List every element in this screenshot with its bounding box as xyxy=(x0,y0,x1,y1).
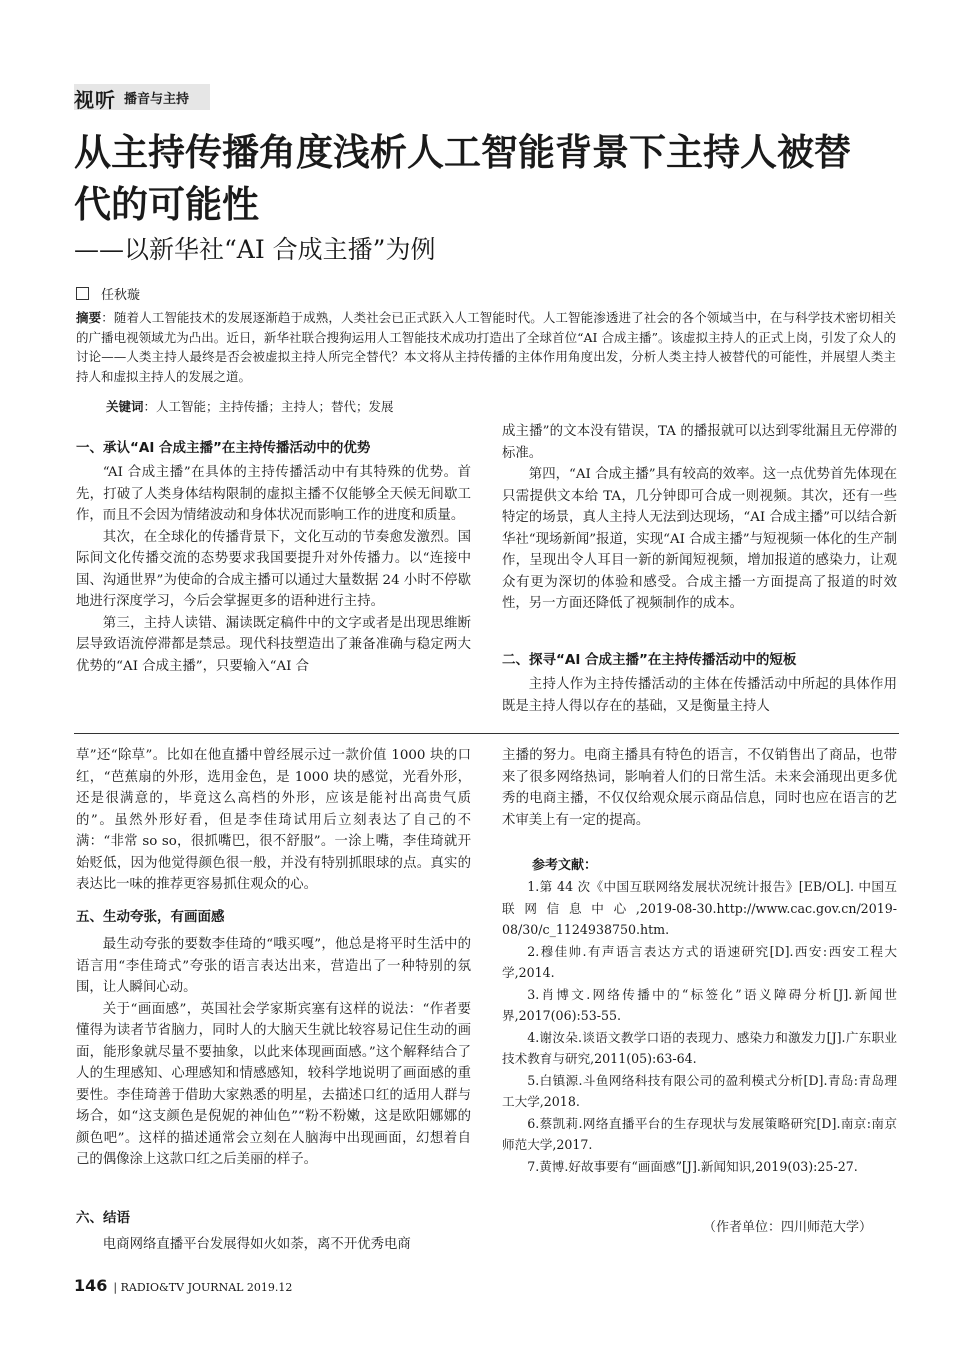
reference-item: 3.肖博文.网络传播中的“标签化”语义障碍分析[J].新闻世界,2017(06):53-55. xyxy=(502,986,897,1023)
reference-item: 7.黄博.好故事要有“画面感”[J].新闻知识,2019(03):25-27. xyxy=(527,1158,858,1174)
reference-item: 5.白镇源.斗鱼网络科技有限公司的盈利模式分析[D].青岛:青岛理工大学,2018. xyxy=(502,1072,897,1109)
author-name: 任秋璇 xyxy=(101,288,141,303)
paragraph: “AI 合成主播”在具体的主持传播活动中有其特殊的优势。首先，打破了人类身体结构限制的虚拟主播不仅能够全天候无间歇工作，而且不会因为情绪波动和身体状况而影响工作的进度和质量。 xyxy=(76,465,471,523)
header-mark: 视听 xyxy=(74,88,116,112)
lower-left-column xyxy=(76,745,471,896)
upper-left-column xyxy=(76,462,471,677)
reference-item: 6.蔡凯莉.网络直播平台的生存现状与发展策略研究[D].南京:南京师范大学,2017. xyxy=(502,1115,897,1152)
references-heading: 参考文献： xyxy=(532,858,598,873)
author-affiliation: （作者单位：四川师范大学） xyxy=(703,1220,873,1235)
paragraph: 主持人作为主持传播活动的主体在传播活动中所起的具体作用既是主持人得以存在的基础，又是衡量主持人 xyxy=(502,677,897,714)
keywords-text: ：人工智能；主持传播；主持人；替代；发展 xyxy=(143,399,394,414)
abstract-text: ：随着人工智能技术的发展逐渐趋于成熟，人类社会已正式跃入人工智能时代。人工智能渗透进了社会的各个领域当中，在与科学技术密切相关的广播电视领域尤为凸出。近日，新华社联合搜狗运用人工智能技术成功打造出了全球首位“AI 合成主播”。该虚拟主持人的正式上岗，引发了众人的讨论——人类主持人最终是否会被虚拟主持人所完全替代？本文将从主持传播的主体作用角度出发，分析人类主持人被替代的可能性，并展望人类主持人和虚拟主持人的发展之道。 xyxy=(76,310,896,384)
paragraph: 草”还“除草”。比如在他直播中曾经展示过一款价值 1000 块的口红，“芭蕉扇的外形，选用金色，是 1000 块的感觉，光看外形，还是很满意的，毕竟这么高档的外形，应该是能衬出高贵气质的”。虽然外形好看，但是李佳琦试用后立刻表达了自己的不满：“非常 so so，很抓嘴巴，很不舒服”。一涂上嘴，李佳琦就开始贬低，因为他觉得颜色很一般，并没有特别抓眼球的点。真实的表达比一味的推荐更容易抓住观众的心。 xyxy=(76,748,471,892)
reference-item: 2.穆佳帅.有声语言表达方式的语速研究[D].西安:西安工程大学,2014. xyxy=(502,943,897,980)
keywords xyxy=(106,397,394,415)
paragraph: 第四，“AI 合成主播”具有较高的效率。这一点优势首先体现在只需提供文本给 TA，几分钟即可合成一则视频。其次，还有一些特定的场景，真人主持人无法到达现场，“AI 合成主播”可以结合新华社“现场新闻”报道，实现“AI 合成主播”与短视频一体化的生产制作，呈现出令人耳目一新的新闻短视频，增加报道的感染力，让观众有更为深切的体验和感受。合成主播一方面提高了报道的时效性，另一方面还降低了视频制作的成本。 xyxy=(502,467,897,611)
heading-2: 二、探寻“AI 合成主播”在主持传播活动中的短板 xyxy=(502,652,797,668)
abstract xyxy=(76,308,896,386)
paragraph: 成主播”的文本没有错误，TA 的播报就可以达到零纰漏且无停滞的标准。 xyxy=(502,424,897,461)
reference-item: 1.第 44 次《中国互联网络发展状况统计报告》[EB/OL]. 中国互联网信息中心,2019-08-30.http://www.cac.gov.cn/2019-08/30/c_1124938750.htm. xyxy=(502,879,897,937)
article-subtitle: ——以新华社“AI 合成主播”为例 xyxy=(74,235,436,264)
heading-6: 六、结语 xyxy=(76,1210,130,1226)
paragraph: 其次，在全球化的传播背景下，文化互动的节奏愈发激烈。国际间文化传播交流的态势要求我国要提升对外传播力。以“连接中国、沟通世界”为使命的合成主播可以通过大量数据 24 小时不停歇地进行深度学习，今后会掌握更多的语种进行主持。 xyxy=(76,529,471,609)
paragraph: 主播的努力。电商主播具有特色的语言，不仅销售出了商品，也带来了很多网络热词，影响着人们的日常生活。未来会涌现出更多优秀的电商主播，不仅仅给观众展示商品信息，同时也应在语言的艺术审美上有一定的提高。 xyxy=(502,748,897,828)
references-list xyxy=(502,876,897,1177)
upper-right-column-end xyxy=(502,674,897,717)
lower-left-column-2 xyxy=(76,934,471,1171)
lower-left-column-3 xyxy=(76,1234,471,1256)
reference-item: 4.谢汝朵.谈语文教学口语的表现力、感染力和激发力[J].广东职业技术教育与研究,2011(05):63-64. xyxy=(502,1029,897,1066)
author-line xyxy=(76,284,140,303)
article-title: 从主持传播角度浅析人工智能背景下主持人被替代的可能性 xyxy=(74,130,851,226)
paragraph: 电商网络直播平台发展得如火如荼，离不开优秀电商 xyxy=(102,1237,411,1252)
keywords-label: 关键词 xyxy=(106,399,144,414)
page-number: 146 xyxy=(74,1276,108,1295)
square-icon xyxy=(76,287,89,300)
paragraph: 关于“画面感”，英国社会学家斯宾塞有这样的说法：“作者要懂得为读者节省脑力，同时人的大脑天生就比较容易记住生动的画面，能形象就尽量不要抽象，以此来体现画面感。”这个解释结合了人的生理感知、心理感知和情感感知，较科学地说明了画面感的重要性。李佳琦善于借助大家熟悉的明星，去描述口红的适用人群与场合，如“这支颜色是倪妮的神仙色”“粉不粉嫩，这是欧阳娜娜的颜色吧”。这样的描述通常会立刻在人脑海中出现画面，幻想着自己的偶像涂上这款口红之后美丽的样子。 xyxy=(76,1001,471,1167)
heading-1: 一、承认“AI 合成主播”在主持传播活动中的优势 xyxy=(76,440,371,456)
journal-name: | RADIO&TV JOURNAL 2019.12 xyxy=(113,1281,293,1294)
lower-right-column xyxy=(502,745,897,831)
paragraph: 最生动夸张的要数李佳琦的“哦买嘎”，他总是将平时生活中的语言用“李佳琦式”夸张的语言表达出来，营造出了一种特别的氛围，让人瞬间心动。 xyxy=(76,937,471,995)
heading-5: 五、生动夸张，有画面感 xyxy=(76,909,225,925)
abstract-label: 摘要 xyxy=(76,310,102,325)
header-section: 播音与主持 xyxy=(124,92,190,107)
section-divider xyxy=(74,733,899,734)
paragraph: 第三，主持人读错、漏读既定稿件中的文字或者是出现思维断层导致语流停滞都是禁忌。现代科技塑造出了兼备准确与稳定两大优势的“AI 合成主播”，只要输入“AI 合 xyxy=(76,615,471,674)
page-footer xyxy=(74,1276,292,1295)
upper-right-column xyxy=(502,421,897,615)
